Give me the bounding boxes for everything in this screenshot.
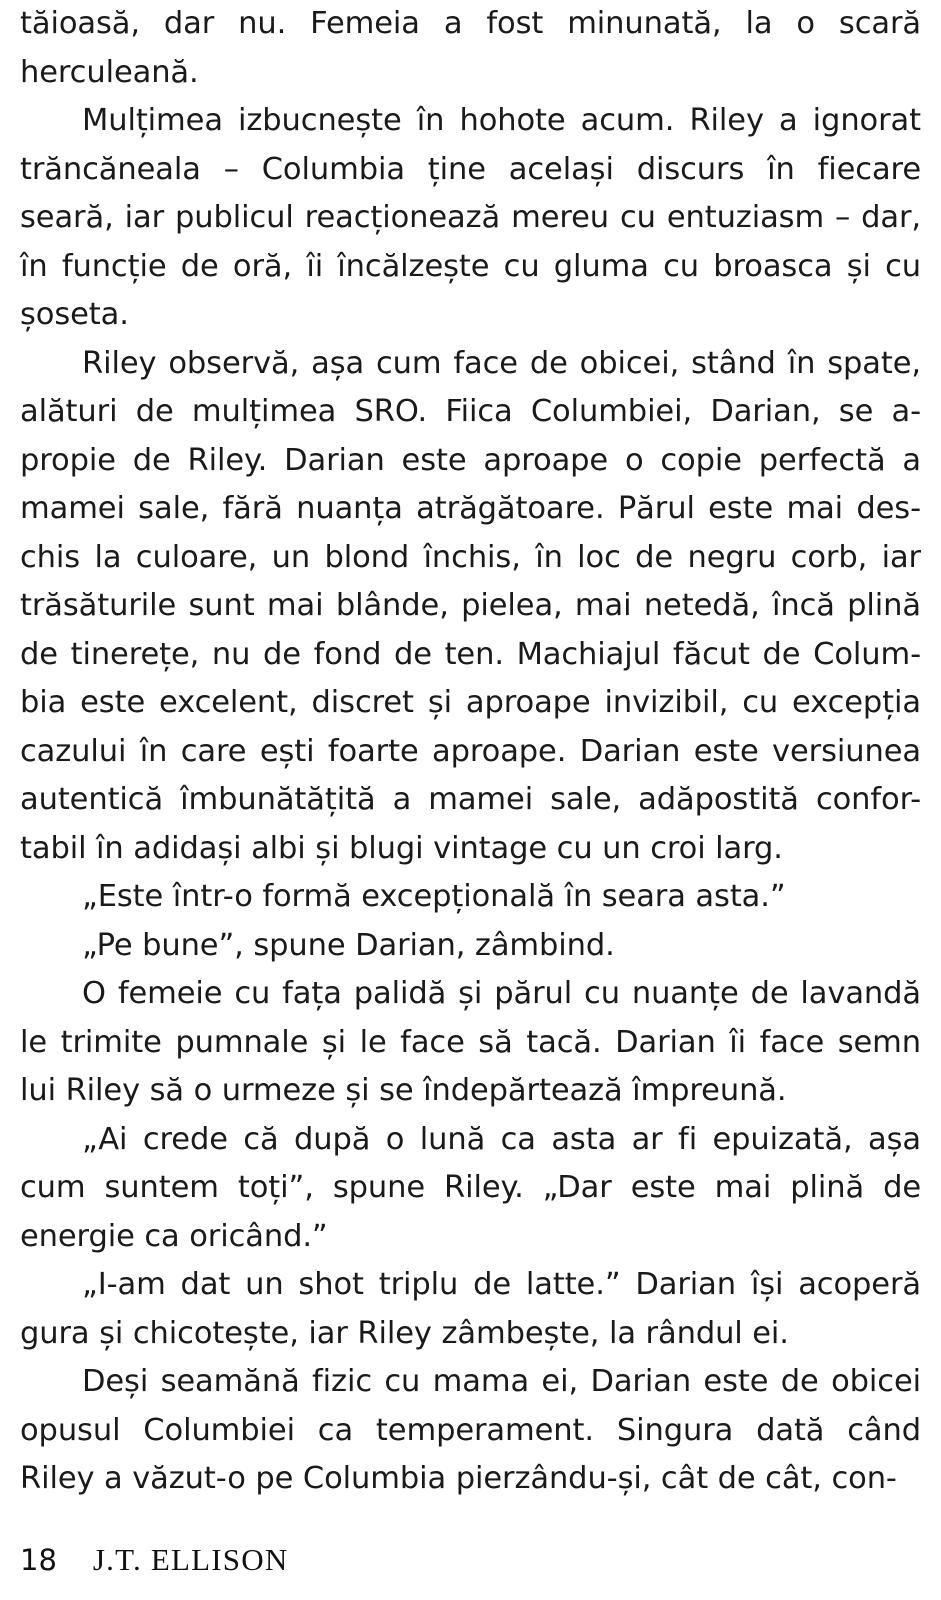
paragraph-dialogue: „Pe bune”, spune Darian, zâmbind. (82, 927, 615, 963)
page-body (20, 0, 921, 1504)
page-footer (20, 1542, 921, 1578)
page-number: 18 (20, 1543, 57, 1577)
paragraph: O femeie cu fața palidă și părul cu nuanțe de lavandă le trimite pumnale și le face să tacă. Darian îi face semn lui Riley să o urmeze și se îndepărtează împreună. (20, 976, 921, 1108)
paragraph-continuation: tăioasă, dar nu. Femeia a fost minunată, la o scară herculeană. (20, 6, 921, 90)
paragraph: Deși seamănă fizic cu mama ei, Darian este de obicei opusul Columbiei ca temperament. Singura dată când Riley a văzut-o pe Columbia pierzându-și, cât de cât, con- (20, 1364, 921, 1496)
paragraph: Mulțimea izbucnește în hohote acum. Riley a ignorat trăncăneala – Columbia ține același discurs în fiecare seară, iar publicul reacționează mereu cu entuziasm – dar, în funcție de oră, îi încălzește cu gluma cu broasca și cu șoseta. (20, 103, 921, 332)
paragraph-dialogue: „Ai crede că după o lună ca asta ar fi epuizată, așa cum suntem toți”, spune Riley. „Dar este mai plină de energie ca oricând.” (20, 1121, 921, 1254)
paragraph-dialogue: „Este într-o formă excepțională în seara asta.” (82, 879, 786, 914)
running-head-author: J.T. ELLISON (92, 1542, 289, 1577)
paragraph: Riley observă, așa cum face de obicei, stând în spate, alături de mulțimea SRO. Fiica Columbiei, Darian, se a-propie de Riley. Darian este aproape o copie perfectă a mamei sale, fără nuanța atrăgătoare. Părul este mai des-chis la culoare, un blond închis, în loc de negru corb, iar trăsăturile sunt mai blânde, pielea, mai netedă, încă plină de tinerețe, nu de fond de ten. Machiajul făcut de Colum-bia este excelent, discret și aproape invizibil, cu excepția cazului în care ești foarte aproape. Darian este versiunea autentică îmbunătățită a mamei sale, adăpostită confor-tabil în adidași albi și blugi vintage cu un croi larg. (20, 345, 921, 866)
paragraph-dialogue: „I-am dat un shot triplu de latte.” Darian își acoperă gura și chicotește, iar Riley zâmbește, la rândul ei. (20, 1267, 921, 1351)
